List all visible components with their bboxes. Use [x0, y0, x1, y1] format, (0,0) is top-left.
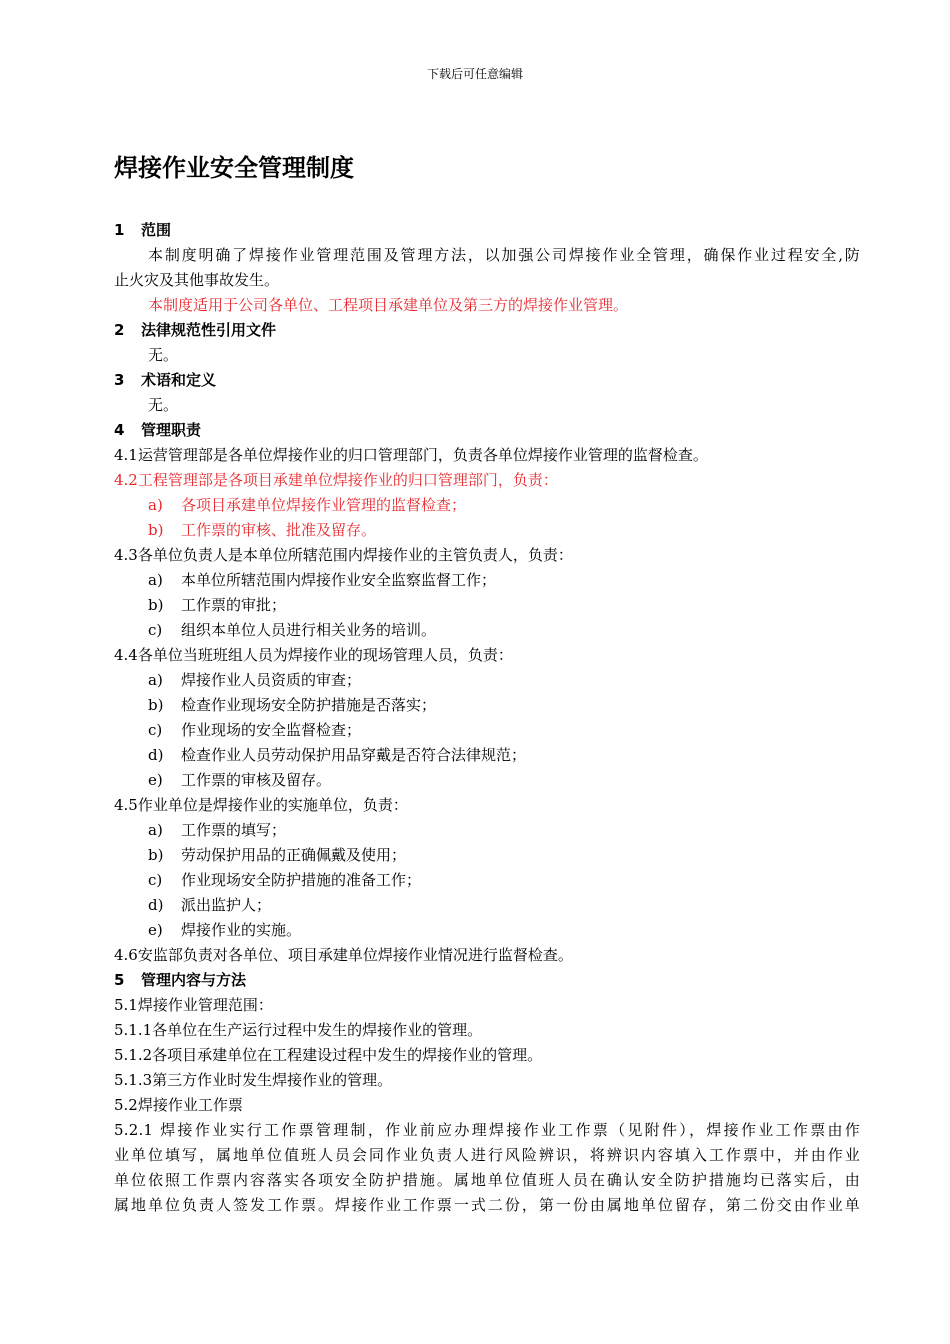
list-item-text: 检查作业人员劳动保护用品穿戴是否符合法律规范；	[181, 746, 527, 764]
section-1-paragraph-line-1: 本制度明确了焊接作业管理范围及管理方法，以加强公司焊接作业全管理，确保作业过程安全,防	[148, 246, 860, 264]
list-item-label: c)	[148, 621, 163, 639]
clause-4-6: 4.6安监部负责对各单位、项目承建单位焊接作业情况进行监督检查。	[114, 946, 573, 964]
section-number: 4	[114, 421, 125, 439]
list-item-text: 组织本单位人员进行相关业务的培训。	[181, 621, 437, 639]
page-header: 下载后可任意编辑	[426, 67, 523, 81]
list-item-label: a)	[148, 571, 163, 589]
section-number: 5	[114, 971, 125, 989]
list-item-label: b)	[148, 596, 164, 614]
list-item-text: 工作票的审核及留存。	[181, 771, 332, 789]
section-1-paragraph-line-2: 止火灾及其他事故发生。	[114, 271, 280, 289]
section-3-body: 无。	[148, 396, 179, 414]
list-item-label: b)	[148, 521, 164, 539]
clause-5-2-1-line: 属地单位负责人签发工作票。焊接作业工作票一式二份，第一份由属地单位留存，第二份交由作业单	[114, 1196, 860, 1214]
list-item	[114, 668, 860, 693]
list-item	[114, 568, 860, 593]
list-item	[114, 743, 860, 768]
list-item	[114, 718, 860, 743]
section-number: 2	[114, 321, 125, 339]
list-item-label: a)	[148, 496, 163, 514]
clause-5-2-1-line: 5.2.1 焊接作业实行工作票管理制，作业前应办理焊接作业工作票（见附件），焊接作业工作票由作	[114, 1121, 860, 1139]
section-5-heading	[114, 968, 860, 993]
document-title: 焊接作业安全管理制度	[114, 154, 354, 182]
clause-4-2: 4.2工程管理部是各项目承建单位焊接作业的归口管理部门，负责：	[114, 471, 558, 489]
list-item-text: 焊接作业人员资质的审查；	[181, 671, 362, 689]
list-item-label: a)	[148, 671, 163, 689]
list-item	[114, 618, 860, 643]
list-item-text: 检查作业现场安全防护措施是否落实；	[181, 696, 437, 714]
section-1-heading	[114, 218, 860, 243]
clause-4-4: 4.4各单位当班班组人员为焊接作业的现场管理人员，负责：	[114, 646, 513, 664]
list-item-text: 劳动保护用品的正确佩戴及使用；	[181, 846, 407, 864]
list-item	[114, 868, 860, 893]
clause-5-2-1-line: 业单位填写，属地单位值班人员会同作业负责人进行风险辨识，将辨识内容填入工作票中，并由作业	[114, 1146, 860, 1164]
list-item-text: 工作票的审核、批准及留存。	[181, 521, 377, 539]
list-item	[114, 518, 860, 543]
list-item	[114, 693, 860, 718]
section-title: 管理内容与方法	[141, 971, 247, 989]
list-item-text: 本单位所辖范围内焊接作业安全监察监督工作；	[181, 571, 497, 589]
section-number: 3	[114, 371, 125, 389]
list-item-text: 作业现场的安全监督检查；	[181, 721, 362, 739]
list-item-label: b)	[148, 846, 164, 864]
list-item	[114, 768, 860, 793]
clause-5-1-2: 5.1.2各项目承建单位在工程建设过程中发生的焊接作业的管理。	[114, 1046, 543, 1064]
list-item-label: c)	[148, 721, 163, 739]
list-item-text: 焊接作业的实施。	[181, 921, 302, 939]
document-body	[114, 218, 860, 1218]
section-4-heading	[114, 418, 860, 443]
list-item-label: e)	[148, 921, 163, 939]
list-item-label: b)	[148, 696, 164, 714]
section-number: 1	[114, 221, 125, 239]
section-title: 范围	[141, 221, 172, 239]
clause-5-2-1-line: 单位依照工作票内容落实各项安全防护措施。属地单位值班人员在确认安全防护措施均已落实后，由	[114, 1171, 860, 1189]
clause-4-5: 4.5作业单位是焊接作业的实施单位，负责：	[114, 796, 408, 814]
section-2-body: 无。	[148, 346, 179, 364]
list-item	[114, 493, 860, 518]
section-3-heading	[114, 368, 860, 393]
list-item-text: 派出监护人；	[181, 896, 272, 914]
section-title: 管理职责	[141, 421, 202, 439]
list-item-text: 各项目承建单位焊接作业管理的监督检查；	[181, 496, 467, 514]
list-item-label: a)	[148, 821, 163, 839]
clause-5-1: 5.1焊接作业管理范围：	[114, 996, 273, 1014]
list-item	[114, 893, 860, 918]
clause-4-1: 4.1运营管理部是各单位焊接作业的归口管理部门，负责各单位焊接作业管理的监督检查。	[114, 446, 708, 464]
list-item-label: d)	[148, 746, 164, 764]
list-item-text: 工作票的填写；	[181, 821, 287, 839]
clause-5-2: 5.2焊接作业工作票	[114, 1096, 243, 1114]
list-item-text: 工作票的审批；	[181, 596, 287, 614]
list-item-text: 作业现场安全防护措施的准备工作；	[181, 871, 422, 889]
clause-4-3: 4.3各单位负责人是本单位所辖范围内焊接作业的主管负责人，负责：	[114, 546, 573, 564]
list-item-label: d)	[148, 896, 164, 914]
clause-5-1-3: 5.1.3第三方作业时发生焊接作业的管理。	[114, 1071, 393, 1089]
section-1-scope-statement: 本制度适用于公司各单位、工程项目承建单位及第三方的焊接作业管理。	[148, 296, 629, 314]
list-item-label: e)	[148, 771, 163, 789]
section-2-heading	[114, 318, 860, 343]
clause-5-1-1: 5.1.1各单位在生产运行过程中发生的焊接作业的管理。	[114, 1021, 483, 1039]
list-item	[114, 843, 860, 868]
list-item	[114, 818, 860, 843]
list-item-label: c)	[148, 871, 163, 889]
section-title: 术语和定义	[141, 371, 217, 389]
list-item	[114, 593, 860, 618]
list-item	[114, 918, 860, 943]
section-title: 法律规范性引用文件	[141, 321, 277, 339]
